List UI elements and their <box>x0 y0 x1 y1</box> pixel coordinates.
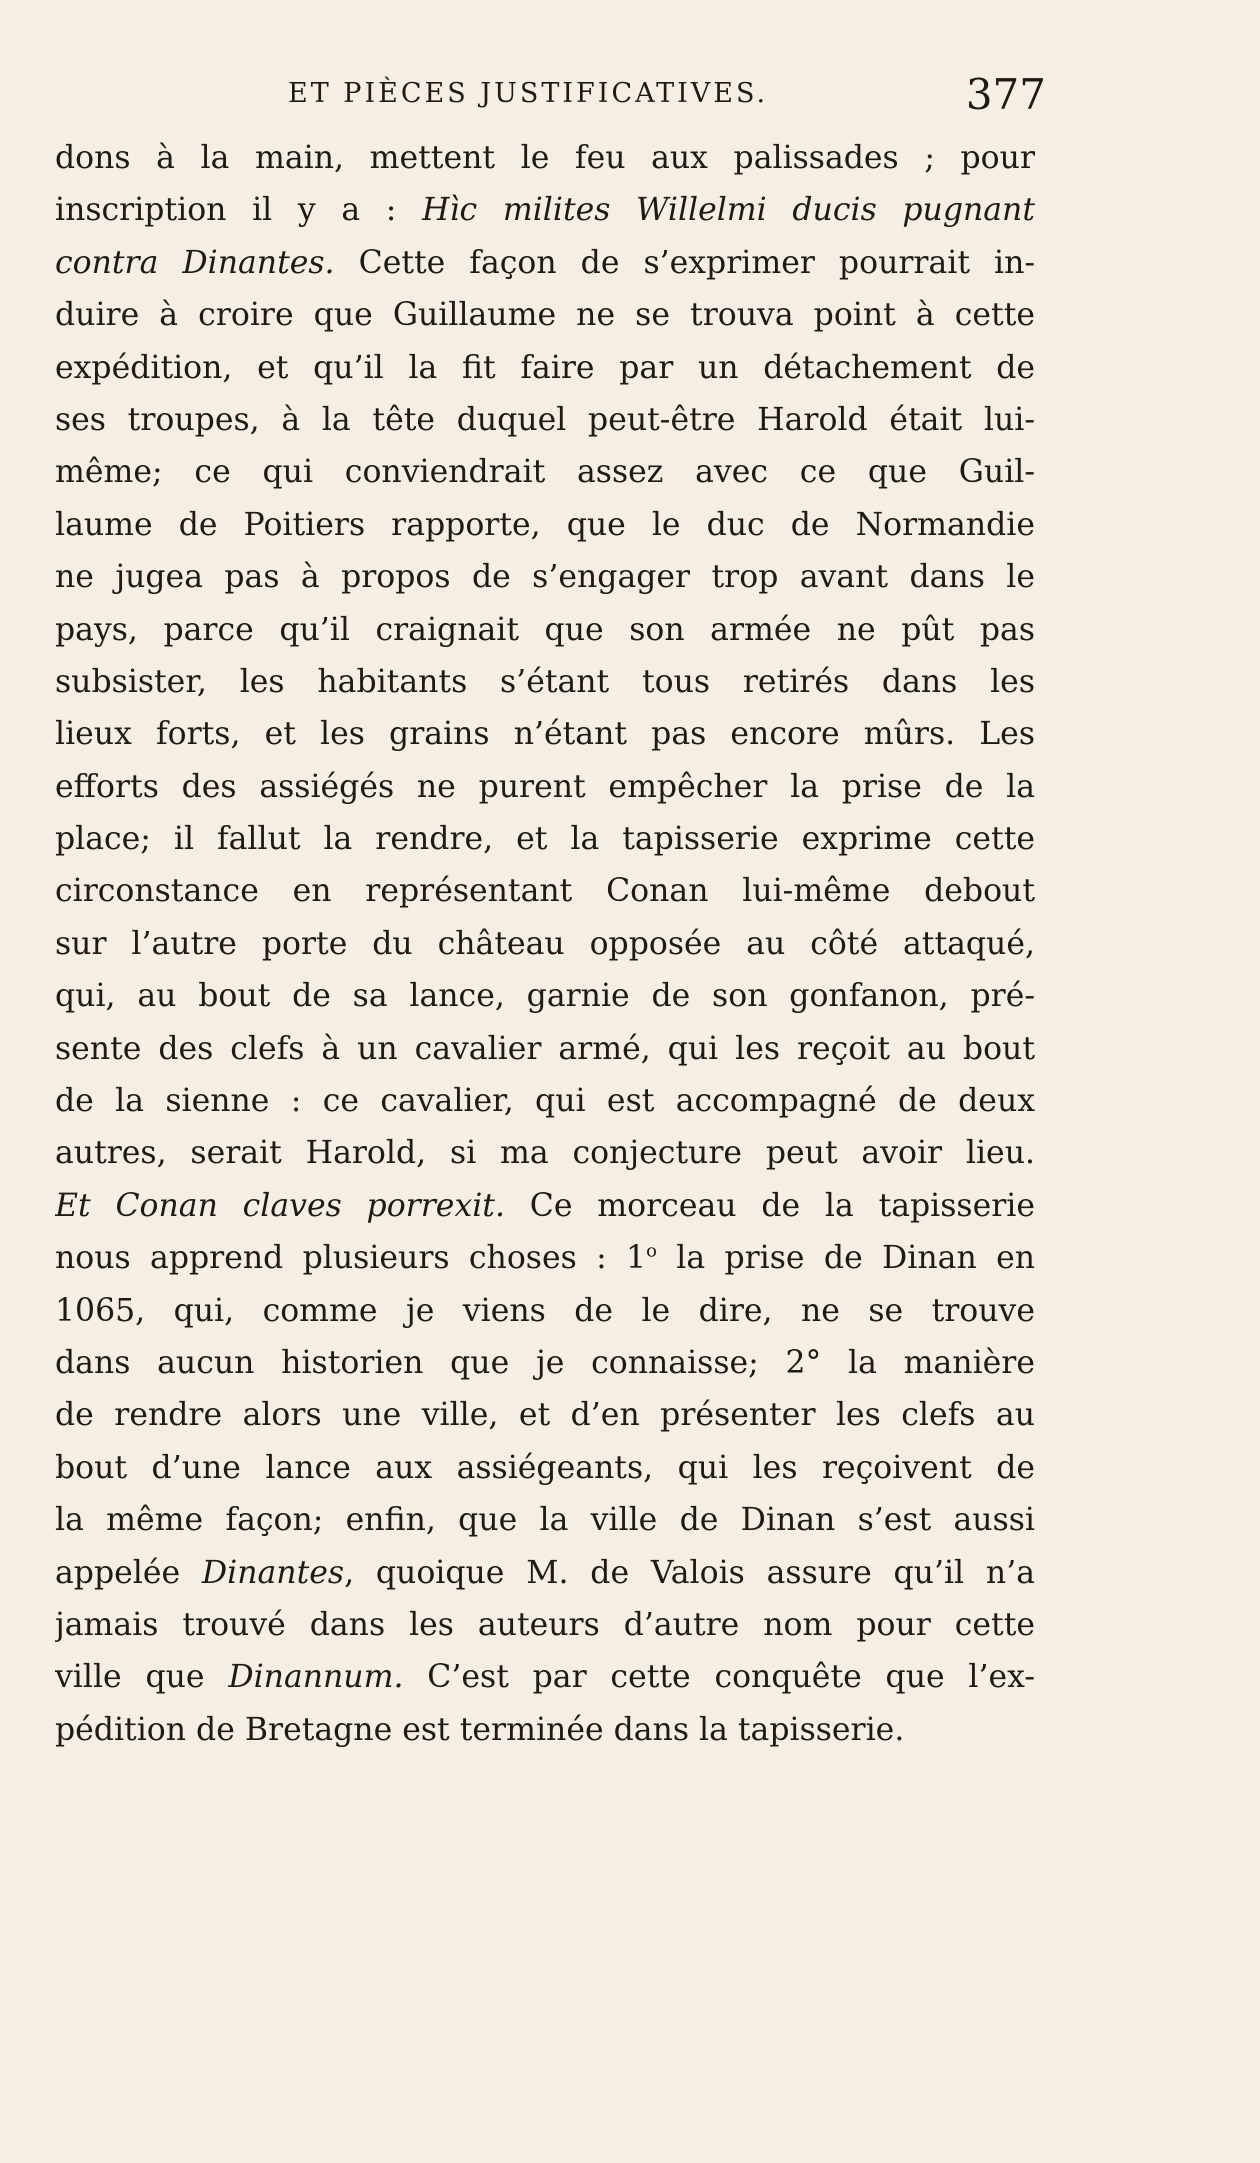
text-line: ses troupes, à la tête duquel peut-être Harold était lui- <box>55 401 1035 438</box>
text-line: 1065, qui, comme je viens de le dire, ne se trouve <box>55 1292 1035 1329</box>
text-line: de rendre alors une ville, et d’en présenter les clefs au <box>55 1397 1035 1434</box>
running-head: ET PIÈCES JUSTIFICATIVES. <box>288 78 769 109</box>
page-number: 377 <box>965 70 1046 119</box>
text-line: ne jugea pas à propos de s’engager trop avant dans le <box>55 559 1035 596</box>
text-line: duire à croire que Guillaume ne se trouva point à cette <box>55 297 1035 334</box>
page-header <box>58 70 1046 134</box>
latin-name: Dinantes <box>201 1554 345 1591</box>
text-line: pédition de Bretagne est terminée dans la tapisserie. <box>55 1711 905 1748</box>
text-line: Et Conan claves porrexit. Ce morceau de la tapisserie <box>55 1187 1035 1224</box>
text-line: qui, au bout de sa lance, garnie de son gonfanon, pré- <box>55 978 1035 1015</box>
body-text <box>55 132 1035 1756</box>
text-line: dans aucun historien que je connaisse; 2° la manière <box>55 1344 1035 1381</box>
text-line: jamais trouvé dans les auteurs d’autre nom pour cette <box>55 1606 1035 1643</box>
text-line: dons à la main, mettent le feu aux palissades ; pour <box>55 140 1035 176</box>
text-line: nous apprend plusieurs choses : 1$^o$ la prise de Dinan en <box>55 1240 1035 1277</box>
text-line: sente des clefs à un cavalier armé, qui les reçoit au bout <box>55 1030 1035 1067</box>
text-line: place; il fallut la rendre, et la tapisserie exprime cette <box>55 821 1035 858</box>
text-line: subsister, les habitants s’étant tous retirés dans les <box>55 663 1035 700</box>
ordinal-superscript: o <box>646 1240 657 1262</box>
text-line: appelée Dinantes, quoique M. de Valois assure qu’il n’a <box>55 1554 1035 1591</box>
latin-inscription: contra Dinantes. <box>55 244 335 281</box>
text-line: inscription il y a : Hìc milites Willelmi ducis pugnant <box>55 192 1035 229</box>
text-line: même; ce qui conviendrait assez avec ce que Guil- <box>55 454 1035 491</box>
text-line: ville que Dinannum. C’est par cette conquête que l’ex- <box>55 1659 1035 1696</box>
text-line: sur l’autre porte du château opposée au côté attaqué, <box>55 925 1035 962</box>
text-line: expédition, et qu’il la fit faire par un détachement de <box>55 349 1035 386</box>
text-line: bout d’une lance aux assiégeants, qui les reçoivent de <box>55 1449 1035 1486</box>
latin-name: Dinannum. <box>228 1659 404 1696</box>
text-line: autres, serait Harold, si ma conjecture peut avoir lieu. <box>55 1135 1035 1172</box>
text-line: de la sienne : ce cavalier, qui est accompagné de deux <box>55 1083 1035 1120</box>
text-line: lieux forts, et les grains n’étant pas encore mûrs. Les <box>55 716 1035 753</box>
text-line: contra Dinantes. Cette façon de s’exprimer pourrait in- <box>55 244 1035 281</box>
text-line: efforts des assiégés ne purent empêcher la prise de la <box>55 768 1035 805</box>
text-line: la même façon; enfin, que la ville de Dinan s’est aussi <box>55 1502 1035 1539</box>
text-line: pays, parce qu’il craignait que son armée ne pût pas <box>55 611 1035 648</box>
latin-inscription: Hìc milites Willelmi ducis pugnant <box>422 192 1035 229</box>
latin-inscription: Et Conan claves porrexit. <box>55 1187 505 1224</box>
text-line: laume de Poitiers rapporte, que le duc de Normandie <box>55 506 1035 543</box>
text-line: circonstance en représentant Conan lui-même debout <box>55 873 1035 910</box>
